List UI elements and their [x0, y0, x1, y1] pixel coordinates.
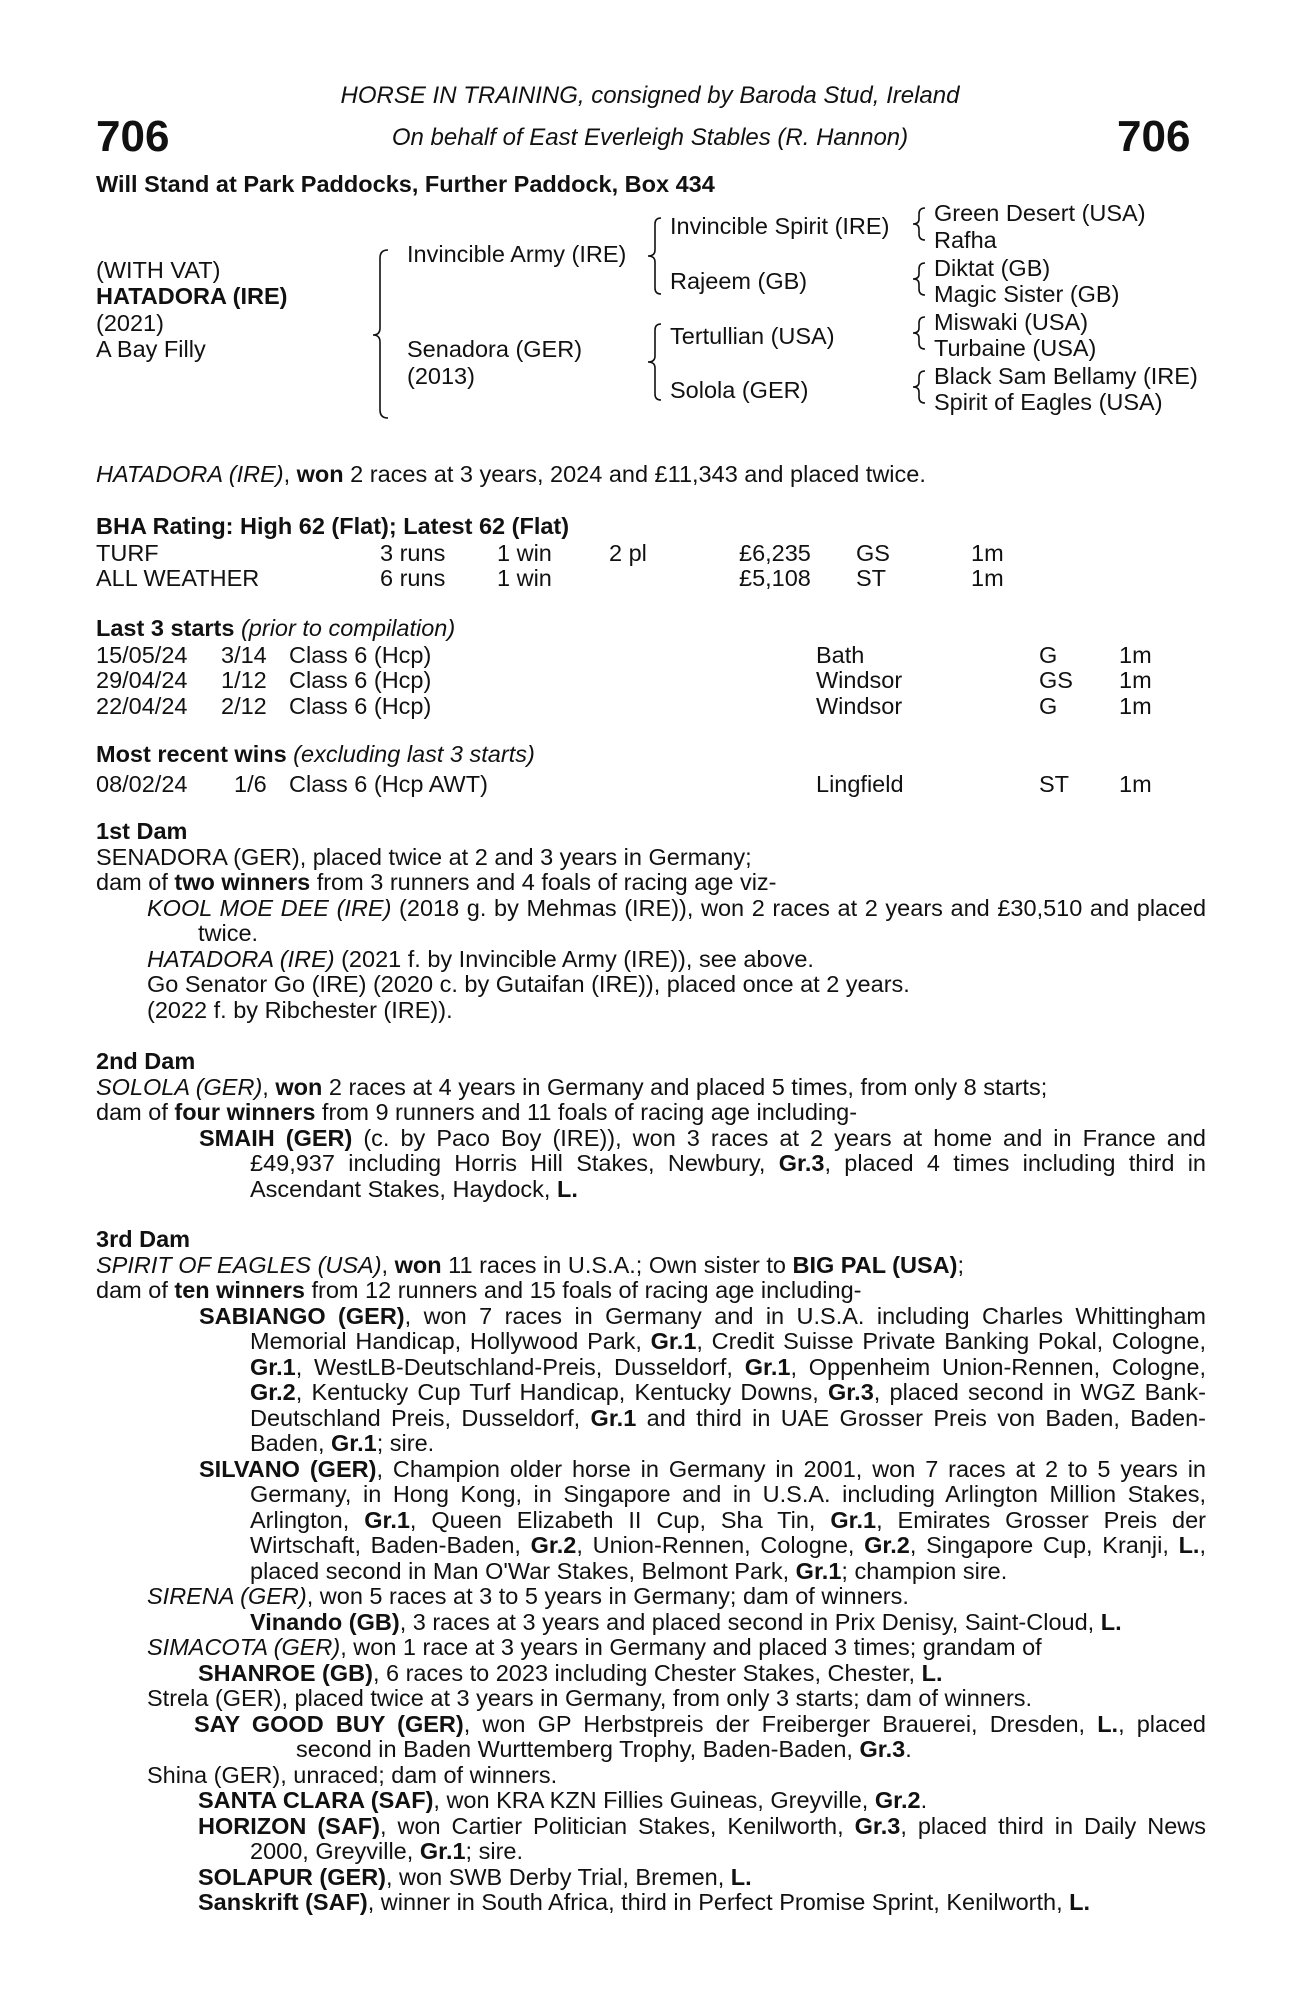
start-row: 29/04/24 1/12 Class 6 (Hcp) Windsor GS 1m	[96, 667, 1152, 693]
grand-produce-entry: SAY GOOD BUY (GER), won GP Herbstpreis der Freiberger Brauerei, Dresden, L., placed second in Baden Wurttemberg Trophy, Baden-Baden, Gr.3.	[194, 1710, 1206, 1762]
horse-name: HATADORA (IRE)	[96, 283, 288, 309]
dam-year: (2013)	[407, 363, 475, 389]
grand-produce-entry: Sanskrift (SAF), winner in South Africa, third in Perfect Promise Sprint, Kenilworth, L.	[198, 1889, 1091, 1915]
first-dam-title: 1st Dam	[96, 818, 188, 844]
third-dam-title: 3rd Dam	[96, 1226, 191, 1252]
gg-8: Spirit of Eagles (USA)	[934, 389, 1163, 415]
produce-entry: SIRENA (GER), won 5 races at 3 to 5 years in Germany; dam of winners.	[147, 1583, 909, 1609]
behalf-line: On behalf of East Everleigh Stables (R. Hannon)	[391, 124, 909, 151]
start-row: 15/05/24 3/14 Class 6 (Hcp) Bath G 1m	[96, 641, 1152, 668]
recent-title: Most recent wins	[96, 741, 287, 767]
produce-entry: SMAIH (GER) (c. by Paco Boy (IRE)), won 3 races at 2 years at home and in France and £49,937 including Horris Hill Stakes, Newbury, Gr.3, placed 4 times including third in Ascendant Stakes, Haydock, L.	[199, 1124, 1207, 1202]
produce-entry: SIMACOTA (GER), won 1 race at 3 years in Germany and placed 3 times; grandam of	[147, 1634, 1042, 1660]
produce-entry: SABIANGO (GER), won 7 races in Germany and in U.S.A. including Charles Whittingham Memorial Handicap, Hollywood Park, Gr.1, Credit Suisse Private Banking Pokal, Cologne, Gr.1, WestLB-Deutschland-Preis, Dusseldorf, Gr.1, Oppenheim Union-Rennen, Cologne, Gr.2, Kentucky Cup Turf Handicap, Kentucky Downs, Gr.3, placed second in WGZ Bank-Deutschland Preis, Dusseldorf, Gr.1 and third in UAE Grosser Preis von Baden, Baden-Baden, Gr.1; sire.	[199, 1302, 1207, 1456]
rating-row-aw: ALL WEATHER 6 runs 1 win £5,108 ST 1m	[96, 565, 1004, 591]
dam: Senadora (GER)	[407, 336, 583, 362]
gg-4: Magic Sister (GB)	[934, 281, 1120, 307]
recent-wins-section: Most recent wins (excluding last 3 starts) 08/02/24 1/6 Class 6 (Hcp AWT) Lingfield ST 1m	[96, 742, 1206, 796]
start-row: 22/04/24 2/12 Class 6 (Hcp) Windsor G 1m	[96, 692, 1152, 719]
rating-section	[96, 514, 1206, 591]
race-summary: HATADORA (IRE), won 2 races at 3 years, 2024 and £11,343 and placed twice.	[96, 461, 926, 487]
sire: Invincible Army (IRE)	[407, 241, 627, 267]
second-dam-section: 2nd Dam SOLOLA (GER), won 2 races at 4 years in Germany and placed 5 times, from only 8 starts; dam of four winners from 9 runners and 11 foals of racing age including- SMAIH (GER) (c. by Paco Boy (IRE)), won 3 races at 2 years at home and in France and £49,937 including Horris Hill Stakes, Newbury, Gr.3, placed 4 times including third in Ascendant Stakes, Haydock, L.	[96, 1048, 1207, 1202]
gg-2: Rafha	[934, 227, 997, 253]
second-dam-title: 2nd Dam	[96, 1048, 196, 1074]
produce-entry: KOOL MOE DEE (IRE) (2018 g. by Mehmas (IRE)), won 2 races at 2 years and £30,510 and placed twice.	[147, 894, 1207, 946]
pedigree-table	[0, 200, 1315, 425]
last3-title: Last 3 starts	[96, 615, 235, 641]
third-dam-section: 3rd Dam SPIRIT OF EAGLES (USA), won 11 races in U.S.A.; Own sister to BIG PAL (USA); dam of ten winners from 12 runners and 15 foals of racing age including- SABIANGO (GER), won 7 races in Germany and in U.S.A. including Charles Whittingham Memorial Handicap, Hollywood Park, Gr.1, Credit Suisse Private Banking Pokal, Cologne, Gr.1, WestLB-Deutschland-Preis, Dusseldorf, Gr.1, Oppenheim Union-Rennen, Cologne, Gr.2, Kentucky Cup Turf Handicap, Kentucky Downs, Gr.3, placed second in WGZ Bank-Deutschland Preis, Dusseldorf, Gr.1 and third in UAE Grosser Preis von Baden, Baden-Baden, Gr.1; sire. SILVANO (GER), Champion older horse in Germany in 2001, won 7 races at 2 to 5 years in Germany, in Hong Kong, in Singapore and in U.S.A. including Arlington Million Stakes, Arlington, Gr.1, Queen Elizabeth II Cup, Sha Tin, Gr.1, Emirates Grosser Preis der Wirtschaft, Baden-Baden, Gr.2, Union-Rennen, Cologne, Gr.2, Singapore Cup, Kranji, L., placed second in Man O'War Stakes, Belmont Park, Gr.1; champion sire. SIRENA (GER), won 5 races at 3 to 5 years in Germany; dam of winners. Vinando (GB), 3 races at 3 years and placed second in Prix Denisy, Saint-Cloud, L. SIMACOTA (GER), won 1 race at 3 years in Germany and placed 3 times; grandam of SHANROE (GB), 6 races to 2023 including Chester Stakes, Chester, L. Strela (GER), placed twice at 3 years in Germany, from only 3 starts; dam of winners. SAY GOOD BUY (GER), won GP Herbstpreis der Freiberger Brauerei, Dresden, L., placed second in Baden Wurttemberg Trophy, Baden-Baden, Gr.3. Shina (GER), unraced; dam of winners. SANTA CLARA (SAF), won KRA KZN Fillies Guineas, Greyville, Gr.2. HORIZON (SAF), won Cartier Politician Stakes, Kenilworth, Gr.3, placed third in Daily News 2000, Greyville, Gr.1; sire. SOLAPUR (GER), won SWB Derby Trial, Bremen, L. Sanskrift (SAF), winner in South Africa, third in Perfect Promise Sprint, Kenilworth, L.	[96, 1226, 1207, 1915]
gg-7: Black Sam Bellamy (IRE)	[934, 363, 1198, 389]
rating-row-turf: TURF 3 runs 1 win 2 pl £6,235 GS 1m	[96, 539, 1004, 566]
rating-title: BHA Rating: High 62 (Flat); Latest 62 (Flat)	[96, 513, 570, 539]
grand-produce-entry: SANTA CLARA (SAF), won KRA KZN Fillies Guineas, Greyville, Gr.2.	[198, 1787, 928, 1813]
produce-entry: Go Senator Go (IRE) (2020 c. by Gutaifan (IRE)), placed once at 2 years.	[147, 971, 910, 997]
gg-1: Green Desert (USA)	[934, 200, 1146, 226]
produce-entry: (2022 f. by Ribchester (IRE)).	[147, 996, 453, 1023]
gg-6: Turbaine (USA)	[934, 335, 1097, 361]
dam-dam: Solola (GER)	[670, 377, 809, 403]
stand-location: Will Stand at Park Paddocks, Further Paddock, Box 434	[96, 171, 715, 197]
consignor-line: HORSE IN TRAINING, consigned by Baroda Stud, Ireland	[340, 82, 960, 109]
first-dam-section: 1st Dam SENADORA (GER), placed twice at 2 and 3 years in Germany; dam of two winners from 3 runners and 4 foals of racing age viz- KOOL MOE DEE (IRE) (2018 g. by Mehmas (IRE)), won 2 races at 2 years and £30,510 and placed twice. HATADORA (IRE) (2021 f. by Invincible Army (IRE)), see above. Go Senator Go (IRE) (2020 c. by Gutaifan (IRE)), placed once at 2 years. (2022 f. by Ribchester (IRE)).	[96, 818, 1207, 1023]
produce-entry: SILVANO (GER), Champion older horse in Germany in 2001, won 7 races at 2 to 5 years in Germany, in Hong Kong, in Singapore and in U.S.A. including Arlington Million Stakes, Arlington, Gr.1, Queen Elizabeth II Cup, Sha Tin, Gr.1, Emirates Grosser Preis der Wirtschaft, Baden-Baden, Gr.2, Union-Rennen, Cologne, Gr.2, Singapore Cup, Kranji, L., placed second in Man O'War Stakes, Belmont Park, Gr.1; champion sire.	[199, 1455, 1207, 1584]
grand-produce-entry: SHANROE (GB), 6 races to 2023 including Chester Stakes, Chester, L.	[198, 1659, 943, 1686]
lot-number-left: 706	[96, 112, 170, 161]
gg-5: Miswaki (USA)	[934, 309, 1089, 335]
produce-entry: HATADORA (IRE) (2021 f. by Invincible Army (IRE)), see above.	[147, 945, 814, 972]
vat-label: (WITH VAT)	[96, 257, 221, 283]
horse-year: (2021)	[96, 310, 164, 336]
grand-produce-entry: SOLAPUR (GER), won SWB Derby Trial, Bremen, L.	[198, 1863, 752, 1890]
sire-dam: Rajeem (GB)	[670, 268, 808, 294]
last-three-section: Last 3 starts (prior to compilation) 15/05/24 3/14 Class 6 (Hcp) Bath G 1m 29/04/24 1/12 Class 6 (Hcp) Windsor GS 1m 22/04/24 2/12 Class 6 (Hcp) Windsor G 1m	[96, 616, 1206, 718]
win-row: 08/02/24 1/6 Class 6 (Hcp AWT) Lingfield ST 1m	[96, 770, 1152, 797]
dam-sire: Tertullian (USA)	[670, 323, 835, 349]
grand-produce-entry: HORIZON (SAF), won Cartier Politician Stakes, Kenilworth, Gr.3, placed third in Daily News 2000, Greyville, Gr.1; sire.	[198, 1812, 1206, 1864]
lot-number-right: 706	[1117, 112, 1191, 161]
gg-3: Diktat (GB)	[934, 255, 1051, 281]
horse-desc: A Bay Filly	[96, 336, 206, 362]
sire-sire: Invincible Spirit (IRE)	[670, 213, 890, 239]
produce-entry: Shina (GER), unraced; dam of winners.	[147, 1761, 558, 1788]
grand-produce-entry: Vinando (GB), 3 races at 3 years and placed second in Prix Denisy, Saint-Cloud, L.	[250, 1608, 1122, 1635]
produce-entry: Strela (GER), placed twice at 3 years in Germany, from only 3 starts; dam of winners.	[147, 1685, 1033, 1711]
